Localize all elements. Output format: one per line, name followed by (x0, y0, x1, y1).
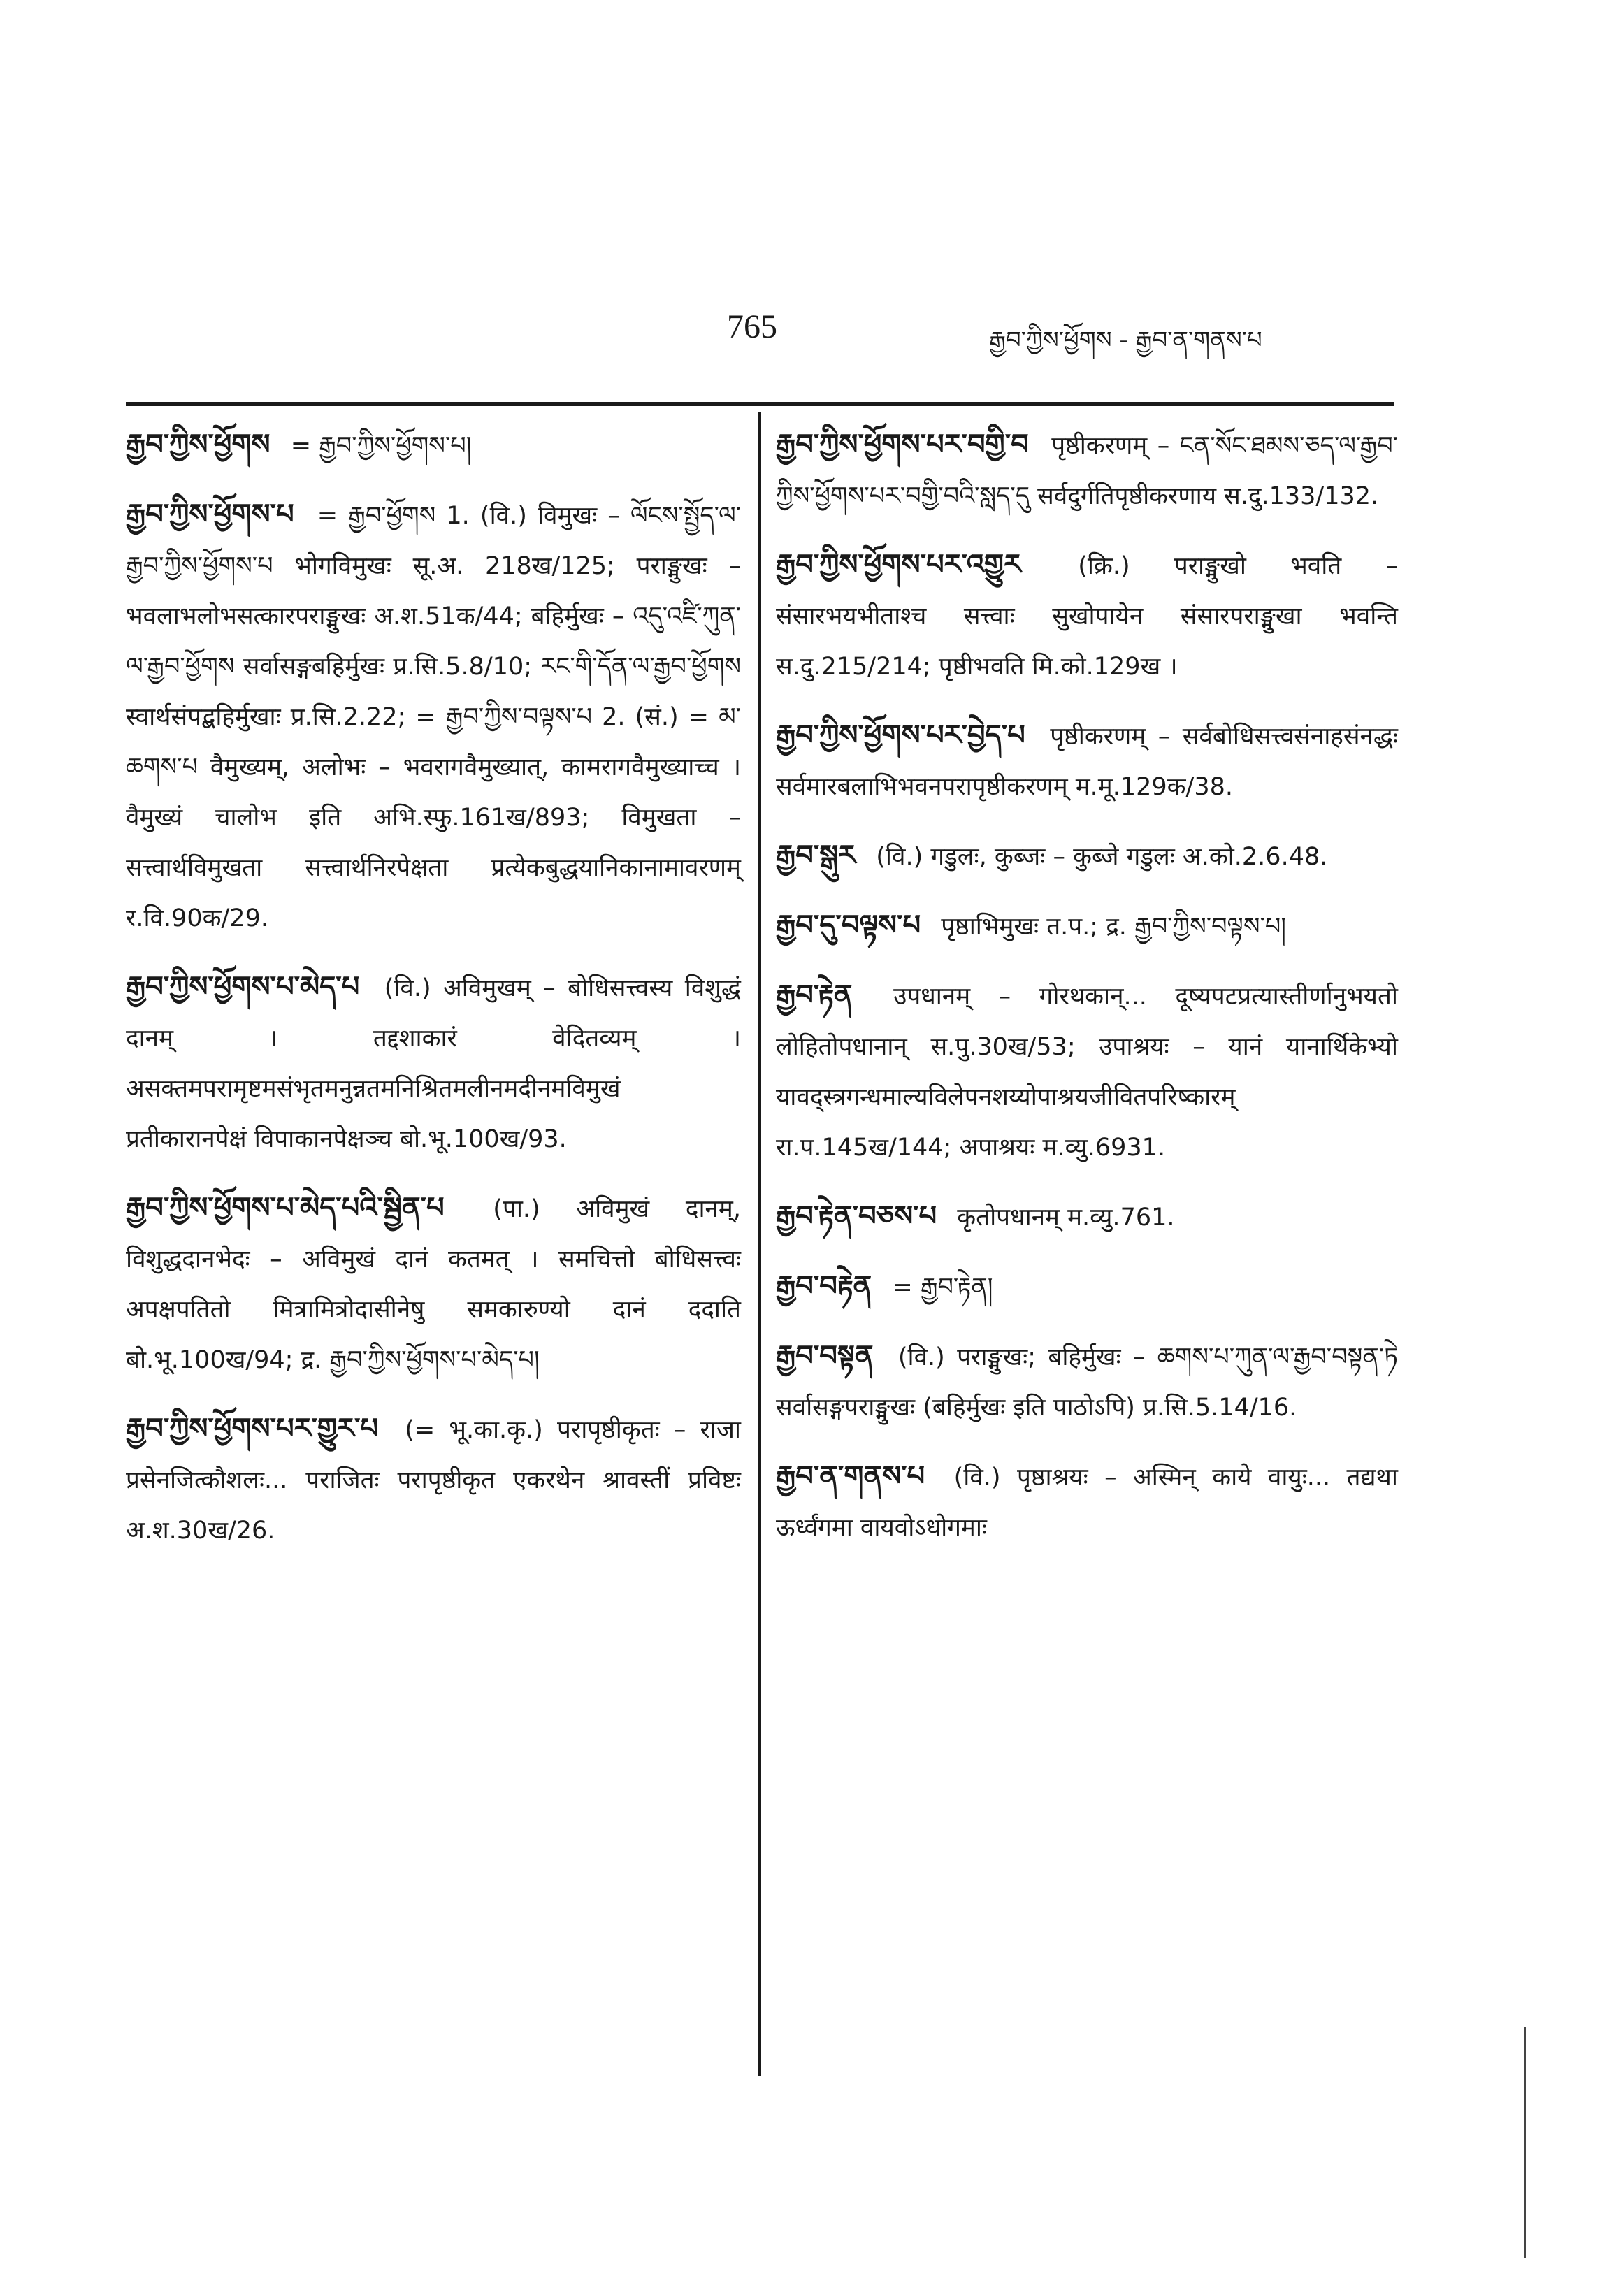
dictionary-entry (776, 540, 1398, 692)
dictionary-entry (776, 1191, 1398, 1243)
entry-body: (वि.) पराङ्मुखः; बहिर्मुखः – ཆགས་པ་ཀུན་ལ་རྒྱབ་བསྟན་ཏེ सर्वासङ्गपराङ्मुखः (बहिर्मुखः इति पाठोऽपि) प्र.सि.5.14/16. (776, 1343, 1398, 1422)
dictionary-entry (126, 419, 741, 471)
dictionary-entry (776, 900, 1398, 952)
dictionary-entry (776, 1261, 1398, 1313)
entry-body: पृष्ठाभिमुखः त.प.; द्र. རྒྱབ་ཀྱིས་བལྟས་པ། (941, 913, 1287, 941)
dictionary-entry (776, 419, 1398, 521)
entry-headword: རྒྱབ་ཀྱིས་ཕྱོགས་པ་མེད་པའི་སྦྱིན་པ (126, 1191, 445, 1224)
entry-headword: རྒྱབ་ཀྱིས་ཕྱོགས་པར་གྱུར་པ (126, 1412, 379, 1445)
entry-body: = རྒྱབ་ཕྱོགས 1. (वि.) विमुखः – ལོངས་སྤྱོད་ལ་རྒྱབ་ཀྱིས་ཕྱོགས་པ भोगविमुखः सू.अ. 218ख/125; पराङ्मुखः – भवलाभलोभसत्कारपराङ्मुखः अ.श.51क/44; बहिर्मुखः – འདུ་འཛི་ཀུན་ལ་རྒྱབ་ཕྱོགས सर्वासङ्गबहिर्मुखः प्र.सि.5.8/10; རང་གི་དོན་ལ་རྒྱབ་ཕྱོགས स्वार्थसंपद्बहिर्मुखाः प्र.सि.2.22; = རྒྱབ་ཀྱིས་བལྟས་པ 2. (सं.) = མ་ཆགས་པ वैमुख्यम्, अलोभः – भवरागवैमुख्यात्, कामरागवैमुख्याच्च । वैमुख्यं चालोभ इति अभि.स्फु.161ख/893; विमुखता – सत्त्वार्थविमुखता सत्त्वार्थनिरपेक्षता प्रत्येकबुद्धयानिकानामावरणम् र.वि.90क/29. (126, 502, 741, 932)
dictionary-entry (776, 1331, 1398, 1433)
entry-headword: རྒྱབ་ཀྱིས་ཕྱོགས (126, 428, 270, 461)
entry-body: (= भू.का.कृ.) परापृष्ठीकृतः – राजा प्रसेनजित्कौशलः... पराजितः परापृष्ठीकृत एकरथेन श्रावस्तीं प्रविष्टः अ.श.30ख/26. (126, 1416, 741, 1545)
dictionary-entry (776, 970, 1398, 1173)
entry-headword: རྒྱབ་བརྟེན (776, 1269, 872, 1302)
entry-body: (वि.) गडुलः, कुब्जः – कुब्जे गडुलः अ.को.2.6.48. (876, 843, 1328, 871)
entry-headword: རྒྱབ་ཀྱིས་ཕྱོགས་པ (126, 498, 294, 530)
entry-body: = རྒྱབ་རྟེན། (892, 1273, 993, 1301)
entry-headword: རྒྱབ་རྟེན་བཅས་པ (776, 1199, 937, 1232)
entry-body: (वि.) पृष्ठाश्रयः – अस्मिन् काये वायुः... तद्यथा ऊर्ध्वंगमा वायवोऽधोगमाः (776, 1464, 1398, 1542)
entry-headword: རྒྱབ་སྒུར (776, 839, 856, 872)
running-head: རྒྱབ་ཀྱིས་ཕྱོགས - རྒྱབ་ན་གནས་པ (989, 326, 1262, 354)
entry-headword: རྒྱབ་རྟེན (776, 979, 853, 1011)
dictionary-entry (776, 1451, 1398, 1553)
entry-body: पृष्ठीकरणम् – ངན་སོང་ཐམས་ཅད་ལ་རྒྱབ་ཀྱིས་ཕྱོགས་པར་བགྱི་བའི་སླད་དུ सर्वदुर्गतिपृष्ठीकरणाय स.दु.133/132. (776, 432, 1398, 510)
entry-body: (क्रि.) पराङ्मुखो भवति – संसारभयभीताश्च सत्त्वाः सुखोपायेन संसारपराङ्मुखा भवन्ति स.दु.215/214; पृष्ठीभवति मि.को.129ख । (776, 552, 1398, 681)
entry-headword: རྒྱབ་ཀྱིས་ཕྱོགས་པ་མེད་པ (126, 970, 360, 1003)
right-column (776, 419, 1398, 1571)
entry-body: (पा.) अविमुखं दानम्, विशुद्धदानभेदः – अविमुखं दानं कतमत् । समचित्तो बोधिसत्त्वः अपक्षपतितो मित्रामित्रोदासीनेषु समकारुण्यो दानं ददाति बो.भू.100ख/94; द्र. རྒྱབ་ཀྱིས་ཕྱོགས་པ་མེད་པ། (126, 1195, 741, 1374)
dictionary-entry (126, 489, 741, 944)
dictionary-entry (776, 710, 1398, 812)
margin-mark (1524, 2027, 1526, 2258)
entry-body: = རྒྱབ་ཀྱིས་ཕྱོགས་པ། (290, 432, 472, 460)
dictionary-entry (126, 962, 741, 1164)
page-number: 765 (727, 308, 777, 345)
entry-body: पृष्ठीकरणम् – सर्वबोधिसत्त्वसंनाहसंनद्धः सर्वमारबलाभिभवनपरापृष्ठीकरणम् म.मू.129क/38. (776, 723, 1398, 801)
dictionary-entry (126, 1403, 741, 1556)
dictionary-entry (776, 830, 1398, 882)
entry-body: उपधानम् – गोरथकान्... दूष्यपटप्रत्यास्तीर्णानुभयतो लोहितोपधानान् स.पु.30ख/53; उपाश्रयः – यानं यानार्थिकेभ्यो यावद्स्त्रगन्धमाल्यविलेपनशय्योपाश्रयजीवितपरिष्कारम् रा.प.145ख/144; अपाश्रयः म.व्यु.6931. (776, 983, 1398, 1162)
entry-headword: རྒྱབ་དུ་བལྟས་པ (776, 909, 921, 941)
entry-headword: རྒྱབ་ཀྱིས་ཕྱོགས་པར་བགྱི་བ (776, 428, 1029, 461)
entry-headword: རྒྱབ་བསྟན (776, 1339, 874, 1372)
entry-body: (वि.) अविमुखम् – बोधिसत्त्वस्य विशुद्धं दानम् । तद्दशाकारं वेदितव्यम् । असक्तमपरामृष्टमसंभृतमनुन्नतमनिश्रितमलीनमदीनमविमुखं प्रतीकारानपेक्षं विपाकानपेक्षञ्च बो.भू.100ख/93. (126, 974, 741, 1153)
entry-body: कृतोपधानम् म.व्यु.761. (957, 1204, 1175, 1232)
entry-headword: རྒྱབ་ཀྱིས་ཕྱོགས་པར་འགྱུར (776, 548, 1021, 581)
header-rule (126, 402, 1394, 406)
left-column (126, 419, 741, 1574)
dictionary-entry (126, 1183, 741, 1385)
entry-headword: རྒྱབ་ན་གནས་པ (776, 1459, 925, 1492)
entry-headword: རྒྱབ་ཀྱིས་ཕྱོགས་པར་བྱེད་པ (776, 719, 1025, 751)
column-divider (758, 412, 761, 2076)
